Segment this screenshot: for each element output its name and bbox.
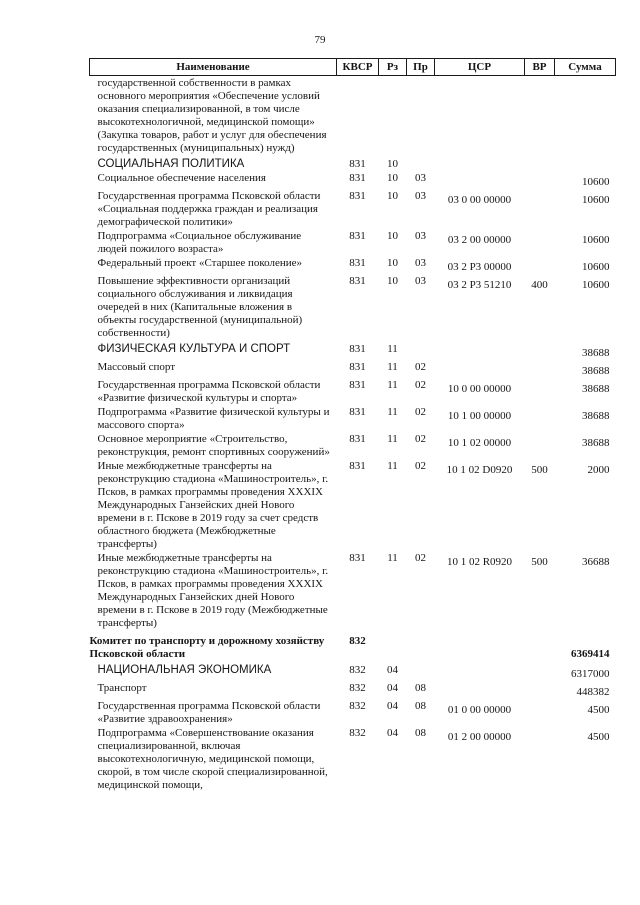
cell-pr: 08 <box>415 700 426 712</box>
cell-name: Основное мероприятие «Строительство, реконструкция, ремонт спортивных сооружений» <box>97 433 330 458</box>
table-row <box>90 360 616 378</box>
cell-name: Иные межбюджетные трансферты на реконструкцию стадиона «Машиностроитель», г. Псков, в рамках программы проведения XXXIX Международных Ганзейских дней Нового времени в г. Пскове в 2019 году (Межбюджетные трансферты) <box>97 552 329 629</box>
cell-sum: 10600 <box>582 176 610 188</box>
cell-pr: 02 <box>415 361 426 373</box>
table-row <box>90 699 616 726</box>
cell-kvsr: 831 <box>349 361 366 373</box>
cell-vr <box>525 360 555 378</box>
cell-name: Государственная программа Псковской области «Социальная поддержка граждан и реализация демографической политики» <box>97 190 321 228</box>
cell-name: Федеральный проект «Старшее поколение» <box>97 257 303 269</box>
cell-kvsr: 831 <box>349 552 366 564</box>
cell-vr <box>525 171 555 189</box>
cell-pr: 03 <box>415 172 426 184</box>
cell-csr: 03 2 P3 51210 <box>447 279 512 291</box>
cell-rz: 11 <box>387 460 398 472</box>
header-csr: ЦСР <box>435 59 525 76</box>
cell-sum: 10600 <box>582 279 610 291</box>
cell-name: Государственная программа Псковской области «Развитие физической культуры и спорта» <box>97 379 321 404</box>
cell-kvsr: 831 <box>349 275 366 287</box>
cell-csr: 01 0 00 00000 <box>447 704 512 716</box>
cell-kvsr: 831 <box>349 257 366 269</box>
cell-pr: 03 <box>415 257 426 269</box>
cell-csr <box>435 630 525 661</box>
cell-sum: 4500 <box>587 704 610 716</box>
cell-pr <box>407 661 435 681</box>
cell-vr <box>525 699 555 726</box>
cell-sum: 2000 <box>587 464 610 476</box>
cell-csr: 10 1 02 00000 <box>447 437 512 449</box>
cell-pr: 08 <box>415 727 426 739</box>
table-row <box>90 432 616 459</box>
budget-table <box>89 58 616 792</box>
cell-vr <box>525 661 555 681</box>
cell-pr: 02 <box>415 433 426 445</box>
cell-sum: 38688 <box>582 347 610 359</box>
page-number: 79 <box>314 34 326 46</box>
cell-rz <box>379 76 407 156</box>
cell-sum: 38688 <box>582 437 610 449</box>
cell-pr <box>407 630 435 661</box>
cell-name: Подпрограмма «Развитие физической культуры и массового спорта» <box>97 406 330 431</box>
cell-vr: 500 <box>531 464 548 476</box>
cell-csr <box>435 171 525 189</box>
cell-kvsr: 831 <box>349 158 366 170</box>
cell-sum: 36688 <box>582 556 610 568</box>
cell-name: Комитет по транспорту и дорожному хозяйству Псковской области <box>89 635 325 660</box>
header-name: Наименование <box>90 59 337 76</box>
cell-csr: 03 2 P3 00000 <box>447 261 512 273</box>
table-row <box>90 256 616 274</box>
cell-sum: 10600 <box>582 261 610 273</box>
cell-vr: 500 <box>531 556 548 568</box>
cell-rz: 11 <box>387 406 398 418</box>
cell-rz <box>379 630 407 661</box>
table-row <box>90 405 616 432</box>
cell-pr <box>407 340 435 360</box>
cell-name: Повышение эффективности организаций социального обслуживания и ликвидация очередей в них (Капитальные вложения в объекты государственной (муниципальной) собственности) <box>97 275 303 339</box>
committee-row <box>90 630 616 661</box>
cell-sum: 448382 <box>576 686 610 698</box>
cell-name: Иные межбюджетные трансферты на реконструкцию стадиона «Машиностроитель», г. Псков, в рамках программы проведения XXXIX Международных Ганзейских дней Нового времени в г. Пскове в 2019 году за счет средств областного бюджета (Межбюджетные трансферты) <box>97 460 329 550</box>
cell-vr <box>525 681 555 699</box>
table-row <box>90 459 616 551</box>
cell-pr <box>407 155 435 171</box>
cell-sum: 4500 <box>587 731 610 743</box>
cell-kvsr: 831 <box>349 343 366 355</box>
cell-pr: 02 <box>415 552 426 564</box>
cell-csr: 01 2 00 00000 <box>447 731 512 743</box>
table-row <box>90 378 616 405</box>
cell-rz: 04 <box>387 664 398 676</box>
cell-csr: 10 1 02 D0920 <box>446 464 513 476</box>
cell-name: государственной собственности в рамках основного мероприятия «Обеспечение условий оказания специализированной, в том числе высокотехнологичной, медицинской помощи» (Закупка товаров, работ и услуг для обеспечения государственных (муниципальных) нужд) <box>97 77 327 154</box>
cell-name: Социальное обеспечение населения <box>97 172 266 184</box>
cell-csr: 03 0 00 00000 <box>447 194 512 206</box>
cell-vr <box>525 229 555 256</box>
cell-name: Подпрограмма «Социальное обслуживание людей пожилого возраста» <box>97 230 302 255</box>
cell-csr: 10 1 02 R0920 <box>446 556 513 568</box>
table-header <box>90 59 616 76</box>
table-row <box>90 681 616 699</box>
cell-kvsr: 831 <box>349 190 366 202</box>
header-vr: ВР <box>525 59 555 76</box>
section-row <box>90 661 616 681</box>
cell-pr: 02 <box>415 379 426 391</box>
cell-kvsr: 832 <box>349 727 366 739</box>
cell-kvsr: 831 <box>349 379 366 391</box>
cell-kvsr: 832 <box>349 682 366 694</box>
cell-pr: 03 <box>415 230 426 242</box>
cell-csr <box>435 360 525 378</box>
cell-rz: 10 <box>387 275 398 287</box>
table-row <box>90 189 616 229</box>
cell-name: НАЦИОНАЛЬНАЯ ЭКОНОМИКА <box>97 664 272 676</box>
cell-kvsr <box>337 76 379 156</box>
header-rz: Рз <box>379 59 407 76</box>
cell-pr: 02 <box>415 460 426 472</box>
cell-csr: 10 1 00 00000 <box>447 410 512 422</box>
section-row <box>90 340 616 360</box>
table-body <box>90 76 616 793</box>
cell-rz: 11 <box>387 361 398 373</box>
cell-sum: 6369414 <box>571 648 610 660</box>
cell-pr: 02 <box>415 406 426 418</box>
table-row <box>90 726 616 792</box>
table-row <box>90 274 616 340</box>
cell-sum <box>555 155 616 171</box>
cell-csr: 10 0 00 00000 <box>447 383 512 395</box>
cell-kvsr: 831 <box>349 433 366 445</box>
cell-pr: 08 <box>415 682 426 694</box>
cell-rz: 11 <box>387 552 398 564</box>
cell-pr: 03 <box>415 275 426 287</box>
cell-csr <box>435 76 525 156</box>
cell-csr <box>435 681 525 699</box>
table-row <box>90 171 616 189</box>
table-row <box>90 76 616 156</box>
cell-kvsr: 832 <box>349 635 366 647</box>
cell-rz: 04 <box>387 682 398 694</box>
cell-name: Массовый спорт <box>97 361 176 373</box>
cell-csr: 03 2 00 00000 <box>447 234 512 246</box>
cell-vr <box>525 256 555 274</box>
cell-rz: 11 <box>387 379 398 391</box>
cell-vr <box>525 405 555 432</box>
header-pr: Пр <box>407 59 435 76</box>
cell-rz: 04 <box>387 727 398 739</box>
cell-csr <box>435 340 525 360</box>
cell-sum: 10600 <box>582 194 610 206</box>
cell-rz: 04 <box>387 700 398 712</box>
table-row <box>90 551 616 630</box>
cell-kvsr: 832 <box>349 700 366 712</box>
cell-csr <box>435 661 525 681</box>
cell-rz: 11 <box>387 343 398 355</box>
cell-csr <box>435 155 525 171</box>
cell-pr <box>407 76 435 156</box>
cell-name: СОЦИАЛЬНАЯ ПОЛИТИКА <box>97 158 245 170</box>
cell-sum <box>555 76 616 156</box>
cell-rz: 10 <box>387 190 398 202</box>
cell-name: Транспорт <box>97 682 147 694</box>
cell-vr <box>525 726 555 792</box>
cell-kvsr: 831 <box>349 230 366 242</box>
cell-kvsr: 831 <box>349 460 366 472</box>
cell-rz: 10 <box>387 230 398 242</box>
header-sum: Сумма <box>555 59 616 76</box>
section-row <box>90 155 616 171</box>
cell-vr <box>525 155 555 171</box>
cell-rz: 10 <box>387 172 398 184</box>
cell-name: Подпрограмма «Совершенствование оказания специализированной, включая высокотехнологичную, медицинской помощи, скорой, в том числе скорой специализированной, медицинской помощи, <box>97 727 328 791</box>
cell-vr <box>525 630 555 661</box>
cell-vr <box>525 189 555 229</box>
cell-rz: 10 <box>387 158 398 170</box>
header-kvsr: КВСР <box>337 59 379 76</box>
cell-rz: 10 <box>387 257 398 269</box>
cell-rz: 11 <box>387 433 398 445</box>
cell-sum: 38688 <box>582 365 610 377</box>
cell-name: Государственная программа Псковской области «Развитие здравоохранения» <box>97 700 321 725</box>
cell-kvsr: 831 <box>349 406 366 418</box>
cell-sum: 38688 <box>582 383 610 395</box>
table-row <box>90 229 616 256</box>
cell-kvsr: 831 <box>349 172 366 184</box>
cell-sum: 10600 <box>582 234 610 246</box>
cell-sum: 6317000 <box>571 668 610 680</box>
cell-vr <box>525 76 555 156</box>
cell-sum: 38688 <box>582 410 610 422</box>
cell-vr <box>525 432 555 459</box>
cell-vr: 400 <box>531 279 548 291</box>
cell-vr <box>525 340 555 360</box>
cell-name: ФИЗИЧЕСКАЯ КУЛЬТУРА И СПОРТ <box>97 343 291 355</box>
cell-kvsr: 832 <box>349 664 366 676</box>
cell-vr <box>525 378 555 405</box>
cell-pr: 03 <box>415 190 426 202</box>
